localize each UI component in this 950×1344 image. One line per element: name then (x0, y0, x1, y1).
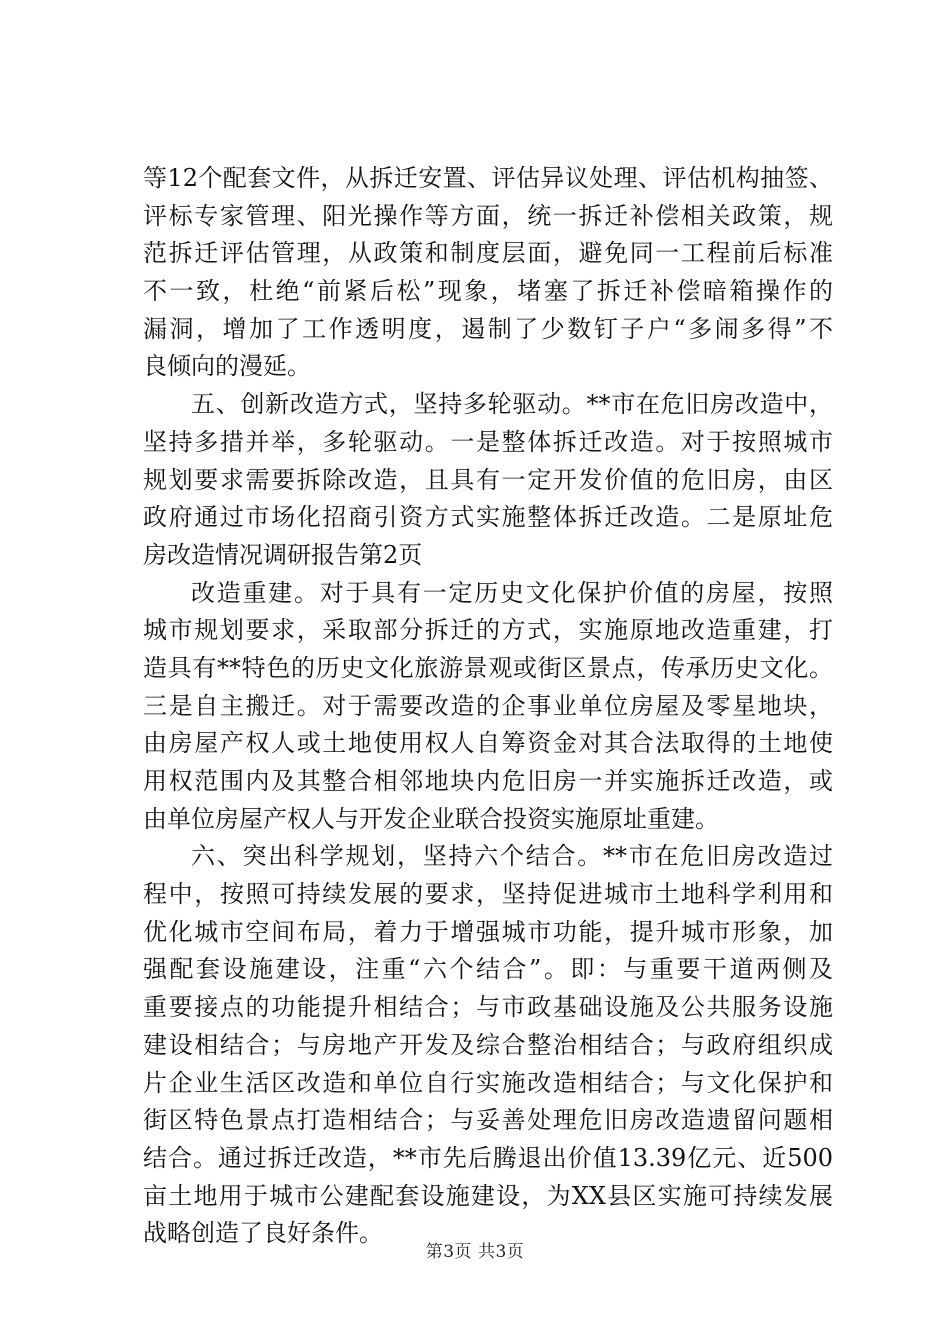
text-line: 重要接点的功能提升相结合；与市政基础设施及公共服务设施 (143, 993, 833, 1022)
text-line: 良倾向的漫延。 (143, 352, 311, 381)
text-line: 不一致，杜绝“前紧后松”现象，堵塞了拆迁补偿暗箱操作的 (143, 277, 833, 306)
text-line: 坚持多措并举，多轮驱动。一是整体拆迁改造。对于按照城市 (143, 427, 833, 456)
text-line: 六、突出科学规划，坚持六个结合。**市在危旧房改造过 (191, 842, 833, 871)
paragraph-2 (143, 386, 833, 574)
page-footer (0, 1241, 950, 1263)
text-line: 强配套设施建设，注重“六个结合”。即：与重要干道两侧及 (143, 955, 833, 984)
text-line: 三是自主搬迁。对于需要改造的企事业单位房屋及零星地块， (143, 691, 833, 720)
text-line: 由单位房屋产权人与开发企业联合投资实施原址重建。 (143, 804, 719, 833)
text-line: 程中，按照可持续发展的要求，坚持促进城市土地科学利用和 (143, 880, 833, 909)
page-number-label: 第3页 共3页 (425, 1242, 525, 1262)
text-line: 城市规划要求，采取部分拆迁的方式，实施原地改造重建，打 (143, 616, 833, 645)
paragraph-4 (143, 838, 833, 1253)
text-line: 由房屋产权人或土地使用权人自筹资金对其合法取得的土地使 (143, 729, 833, 758)
text-line: 战略创造了良好条件。 (143, 1219, 383, 1248)
text-line: 亩土地用于城市公建配套设施建设，为XX县区实施可持续发展 (143, 1181, 833, 1210)
text-line: 改造重建。对于具有一定历史文化保护价值的房屋，按照 (191, 578, 833, 607)
text-line: 用权范围内及其整合相邻地块内危旧房一并实施拆迁改造，或 (143, 767, 833, 795)
text-line: 街区特色景点打造相结合；与妥善处理危旧房改造遗留问题相 (143, 1106, 833, 1135)
text-line: 漏洞，增加了工作透明度，遏制了少数钉子户“多闹多得”不 (143, 314, 833, 343)
text-line: 等12个配套文件，从拆迁安置、评估异议处理、评估机构抽签、 (143, 164, 833, 192)
text-line: 房改造情况调研报告第2页 (143, 540, 423, 569)
paragraph-1 (143, 160, 833, 386)
text-line: 评标专家管理、阳光操作等方面，统一拆迁补偿相关政策，规 (143, 201, 833, 230)
text-line: 片企业生活区改造和单位自行实施改造相结合；与文化保护和 (143, 1068, 833, 1097)
text-line: 优化城市空间布局，着力于增强城市功能，提升城市形象，加 (143, 917, 833, 946)
text-line: 范拆迁评估管理，从政策和制度层面，避免同一工程前后标准 (143, 239, 833, 268)
text-line: 造具有**特色的历史文化旅游景观或街区景点，传承历史文化。 (143, 653, 833, 682)
paragraph-3 (143, 575, 833, 839)
text-line: 政府通过市场化招商引资方式实施整体拆迁改造。二是原址危 (143, 503, 833, 532)
text-line: 五、创新改造方式，坚持多轮驱动。**市在危旧房改造中， (191, 390, 833, 419)
text-line: 规划要求需要拆除改造，且具有一定开发价值的危旧房，由区 (143, 465, 833, 494)
document-body (143, 160, 833, 1253)
text-line: 结合。通过拆迁改造，**市先后腾退出价值13.39亿元、近500 (143, 1143, 833, 1172)
text-line: 建设相结合；与房地产开发及综合整治相结合；与政府组织成 (143, 1030, 833, 1059)
